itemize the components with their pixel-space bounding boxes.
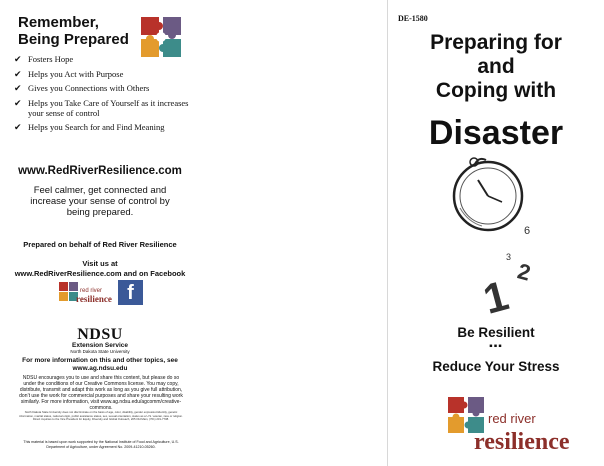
svg-text:3: 3 xyxy=(506,252,512,262)
red-river-resilience-logo xyxy=(446,393,570,455)
list-item: ✔ Helps you Take Care of Yourself as it increases your sense of control xyxy=(14,97,189,118)
benefits-checklist xyxy=(14,54,194,137)
svg-text:1: 1 xyxy=(478,271,514,323)
cover-panel xyxy=(388,0,604,466)
separator-dots: ▪▪▪ xyxy=(489,341,503,352)
ndsu-logo xyxy=(0,326,200,354)
funding-statement: This material is based upon work supported by the National Institute of Food and Agriculture, U.S. Department of Agriculture, under Agreement No. 2009-41210-05260. xyxy=(23,440,179,449)
svg-text:resilience: resilience xyxy=(474,429,570,455)
remember-heading: Remember, Being Prepared xyxy=(18,14,129,48)
svg-text:2: 2 xyxy=(514,258,534,286)
cover-title xyxy=(388,31,604,103)
checkmark-icon: ✔ xyxy=(14,68,22,79)
tagline: Feel calmer, get connected and increase your sense of control by being prepared. xyxy=(30,185,170,218)
checkmark-icon: ✔ xyxy=(14,122,22,132)
extension-service-label: Extension Service xyxy=(72,342,128,349)
prepared-on-behalf: Prepared on behalf of Red River Resilience xyxy=(23,240,177,249)
visit-us-links[interactable]: www.RedRiverResilience.com and on Facebook xyxy=(14,269,186,278)
list-item: ✔ Helps you Search for and Find Meaning xyxy=(14,122,165,132)
svg-text:red river: red river xyxy=(80,288,103,294)
be-resilient-text: Be Resilient xyxy=(457,325,535,340)
visit-us-label: Visit us at xyxy=(82,259,118,268)
svg-text:red river: red river xyxy=(488,411,536,426)
nondiscrimination-fine-print: North Dakota State University does not discriminate on the basis of age, color, disability, gender expression/identity, genetic information, marital status, national origin, public assistance status, sex, sexual orientation, status as a U.S. veteran, race or religion. Direct inquiries to the Vice President for Equity, Diversity and Global Outreach, 205 Old Main, (701) 231-7708. xyxy=(19,410,183,422)
list-item: ✔ Gives you Connections with Others xyxy=(14,83,150,93)
broken-clock-illustration xyxy=(438,152,558,322)
svg-text:6: 6 xyxy=(524,225,531,237)
checkmark-icon: ✔ xyxy=(14,54,22,64)
svg-text:resilience: resilience xyxy=(76,294,112,304)
cover-title-disaster: Disaster xyxy=(428,114,564,152)
document-number: DE-1580 xyxy=(398,14,428,23)
title-line: Preparing for xyxy=(430,31,562,54)
creative-commons-notice: NDSU encourages you to use and share this content, but please do so under the conditions of our Creative Commons license. You may copy, distribute, transmit and adapt this work as long as you give full attribution, don’t use the work for commercial purposes and share your resulting work similarly. For more information, visit www.ag.ndsu.edu/agcomm/creative-commons. xyxy=(19,375,183,411)
ndsu-wordmark: NDSU xyxy=(77,326,123,343)
list-item: ✔ Helps you Act with Purpose xyxy=(14,68,124,79)
red-river-resilience-small-logo xyxy=(58,280,112,306)
facebook-icon[interactable]: f xyxy=(118,280,143,305)
website-url[interactable]: www.RedRiverResilience.com xyxy=(18,165,182,177)
title-line: Coping with xyxy=(435,79,557,102)
checkmark-icon: ✔ xyxy=(14,97,22,108)
checkmark-icon: ✔ xyxy=(14,83,22,93)
reduce-stress-text: Reduce Your Stress xyxy=(432,359,560,374)
more-info-text: For more information on this and other topics, see xyxy=(22,357,178,364)
list-item: ✔ Fosters Hope xyxy=(14,54,74,64)
ndsu-state-label: North Dakota State University xyxy=(70,349,130,354)
more-info-url[interactable]: www.ag.ndsu.edu xyxy=(72,365,128,372)
title-line: and xyxy=(477,55,515,78)
